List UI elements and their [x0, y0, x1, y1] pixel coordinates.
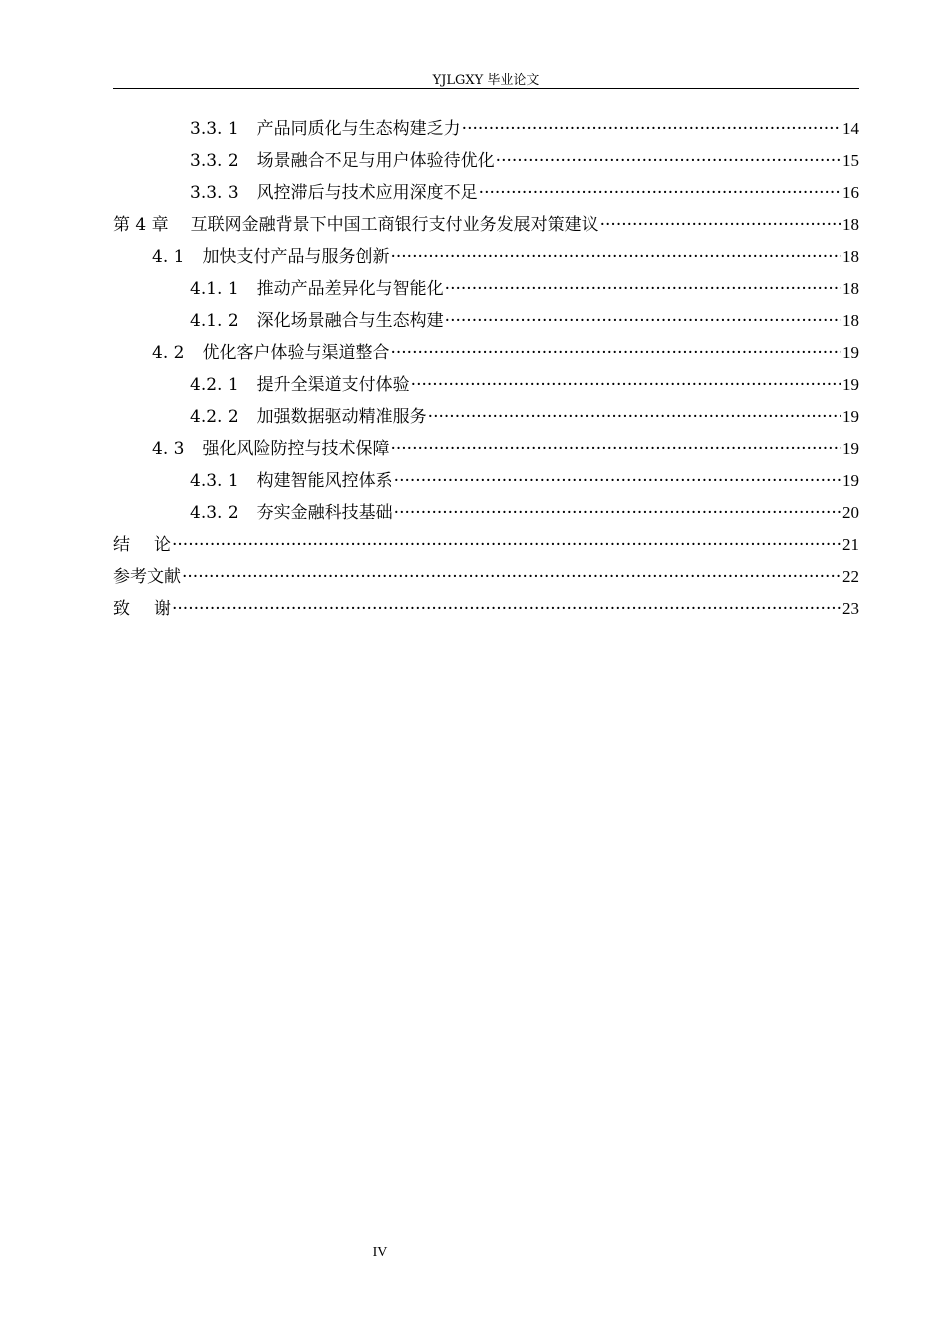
- toc-entry-title: 构建智能风控体系: [256, 471, 393, 491]
- toc-section-entry[interactable]: [113, 434, 859, 466]
- toc-entry-title: 深化场景融合与生态构建: [256, 311, 444, 331]
- toc-entry-page: 19: [842, 407, 859, 426]
- toc-entry-title: 参考文献: [113, 567, 181, 587]
- toc-entry-title: 加强数据驱动精准服务: [256, 407, 427, 427]
- toc-leader-dots: [600, 215, 841, 235]
- toc-chapter-entry[interactable]: [113, 210, 859, 242]
- toc-section-entry[interactable]: [113, 242, 859, 274]
- header-rule: [113, 88, 859, 89]
- toc-entry-page: 19: [842, 439, 859, 458]
- toc-entry[interactable]: [113, 402, 859, 434]
- toc-leader-dots: [390, 439, 841, 459]
- toc-leader-dots: [496, 151, 841, 171]
- toc-entry-title: 推动产品差异化与智能化: [256, 279, 444, 299]
- toc-references-entry[interactable]: [113, 562, 859, 594]
- toc-conclusion-entry[interactable]: [113, 530, 859, 562]
- toc-leader-dots: [428, 407, 841, 427]
- toc-leader-dots: [445, 311, 841, 331]
- running-header: YJLGXY 毕业论文: [432, 73, 540, 88]
- toc-entry-number: 4.2. 2: [190, 407, 239, 427]
- toc-entry-title: 夯实金融科技基础: [256, 503, 393, 523]
- toc-entry-title: 强化风险防控与技术保障: [202, 439, 390, 459]
- toc-entry[interactable]: [113, 178, 859, 210]
- toc-entry-number: 3.3. 3: [190, 183, 239, 203]
- toc-entry-page: 18: [842, 247, 859, 266]
- toc-entry-page: 14: [842, 119, 859, 138]
- toc-leader-dots: [182, 567, 841, 587]
- toc-entry-title: 提升全渠道支付体验: [256, 375, 410, 395]
- toc-entry[interactable]: [113, 370, 859, 402]
- toc-entry[interactable]: [113, 114, 859, 146]
- toc-entry-number: 4.1. 1: [190, 279, 239, 299]
- toc-entry-number: 4. 3: [152, 439, 185, 459]
- toc-entry-number: 4.3. 1: [190, 471, 239, 491]
- toc-entry-number: 4. 1: [152, 247, 185, 267]
- toc-entry[interactable]: [113, 274, 859, 306]
- toc-entry-title: 结论: [113, 535, 195, 555]
- toc-entry-number: 3.3. 1: [190, 119, 239, 139]
- toc-entry-page: 18: [842, 279, 859, 298]
- toc-entry-page: 18: [842, 215, 859, 234]
- toc-entry-number: 4.2. 1: [190, 375, 239, 395]
- toc-leader-dots: [394, 471, 841, 491]
- toc-entry-title: 加快支付产品与服务创新: [202, 247, 390, 267]
- toc-entry-number: 4.3. 2: [190, 503, 239, 523]
- page-number: IV: [372, 1245, 388, 1260]
- toc-entry-page: 19: [842, 375, 859, 394]
- toc-entry-title: 产品同质化与生态构建乏力: [256, 119, 461, 139]
- toc-entry-page: 21: [842, 535, 859, 554]
- toc-entry-number: 3.3. 2: [190, 151, 239, 171]
- toc-leader-dots: [172, 599, 841, 619]
- toc-entry-number: 第 4 章: [113, 215, 169, 235]
- toc-entry-title: 风控滞后与技术应用深度不足: [256, 183, 478, 203]
- toc-section-entry[interactable]: [113, 338, 859, 370]
- toc-entry-page: 20: [842, 503, 859, 522]
- toc-entry-page: 22: [842, 567, 859, 586]
- toc-entry-number: 4. 2: [152, 343, 185, 363]
- toc-leader-dots: [172, 535, 841, 555]
- toc-entry-page: 15: [842, 151, 859, 170]
- toc-leader-dots: [445, 279, 841, 299]
- toc-leader-dots: [462, 119, 841, 139]
- toc-entry[interactable]: [113, 466, 859, 498]
- toc-entry-number: 4.1. 2: [190, 311, 239, 331]
- toc-entry[interactable]: [113, 306, 859, 338]
- toc-leader-dots: [390, 247, 841, 267]
- toc-entry-page: 23: [842, 599, 859, 618]
- toc-leader-dots: [479, 183, 841, 203]
- toc-entry-page: 19: [842, 343, 859, 362]
- toc-entry-page: 18: [842, 311, 859, 330]
- toc-entry-title: 互联网金融背景下中国工商银行支付业务发展对策建议: [190, 215, 599, 235]
- toc-leader-dots: [411, 375, 841, 395]
- toc-entry-title: 优化客户体验与渠道整合: [202, 343, 390, 363]
- toc-entry[interactable]: [113, 146, 859, 178]
- toc-leader-dots: [390, 343, 841, 363]
- toc-acknowledgements-entry[interactable]: [113, 594, 859, 626]
- toc-entry-title: 场景融合不足与用户体验待优化: [256, 151, 495, 171]
- toc-entry[interactable]: [113, 498, 859, 530]
- toc-entry-page: 16: [842, 183, 859, 202]
- toc-entry-page: 19: [842, 471, 859, 490]
- toc-entry-title: 致谢: [113, 599, 195, 619]
- table-of-contents: [113, 114, 859, 626]
- toc-leader-dots: [394, 503, 841, 523]
